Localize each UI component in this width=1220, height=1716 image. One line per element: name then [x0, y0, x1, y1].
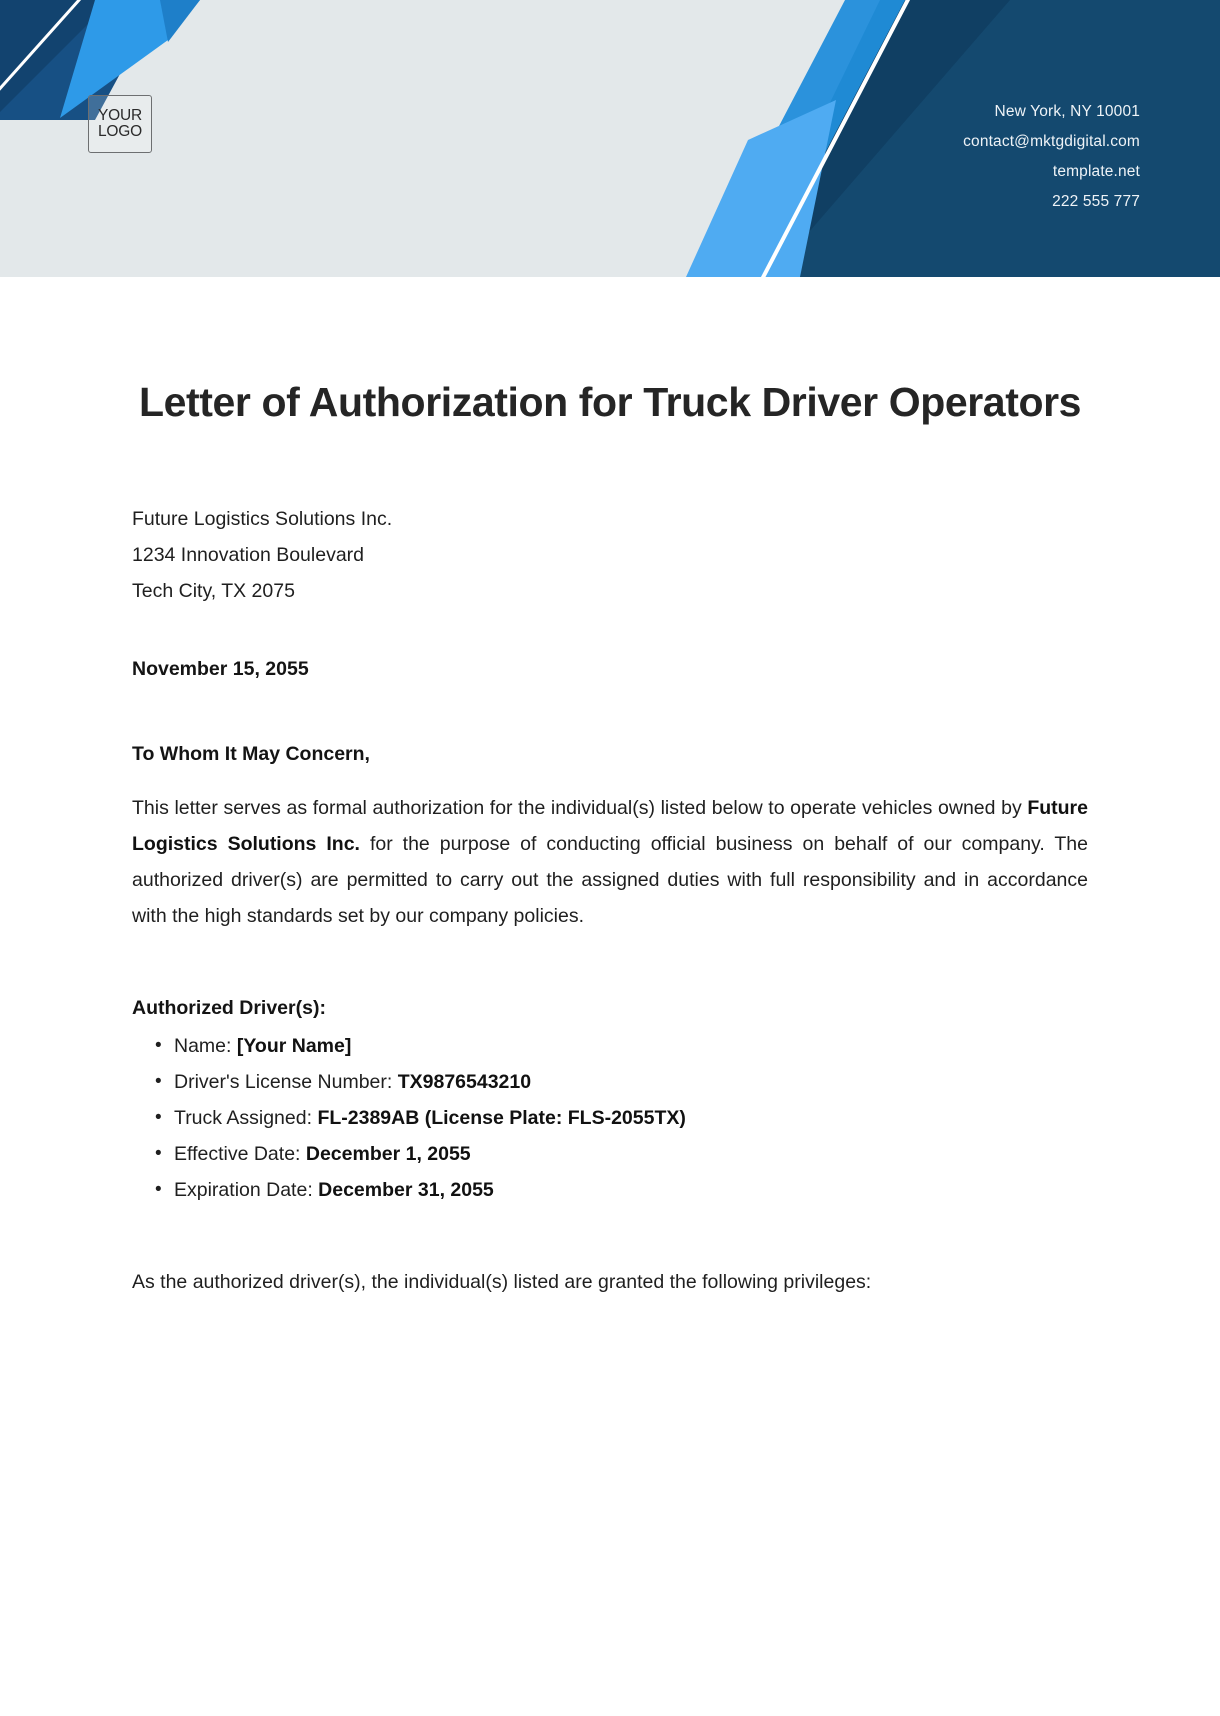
contact-phone: 222 555 777	[1052, 193, 1140, 210]
authorized-drivers-heading: Authorized Driver(s):	[132, 997, 326, 1019]
letter-date: November 15, 2055	[132, 658, 309, 680]
list-item	[174, 1064, 1088, 1100]
sender-city-state-zip: Tech City, TX 2075	[132, 580, 295, 602]
sender-company: Future Logistics Solutions Inc.	[132, 508, 393, 530]
list-item	[174, 1100, 1088, 1136]
contact-info-block	[963, 97, 1140, 217]
privileges-lead-in: As the authorized driver(s), the individual(s) listed are granted the following privileges:	[132, 1271, 872, 1293]
authorized-drivers-list	[132, 1028, 1088, 1208]
contact-address: New York, NY 10001	[994, 103, 1140, 120]
effective-date-label: Effective Date:	[174, 1143, 306, 1165]
intro-part-1: This letter serves as formal authorization for the individual(s) listed below to operate vehicles owned by	[132, 797, 1028, 819]
letter-content	[0, 501, 1220, 1300]
effective-date-value: December 1, 2055	[305, 1143, 471, 1165]
document-body	[0, 277, 1220, 1320]
page-title: Letter of Authorization for Truck Driver Operators	[138, 379, 1082, 425]
contact-email[interactable]: contact@mktgdigital.com	[963, 133, 1140, 150]
list-item	[174, 1172, 1088, 1208]
list-item	[174, 1136, 1088, 1172]
expiration-date-label: Expiration Date:	[174, 1179, 319, 1201]
driver-name-value: [Your Name]	[236, 1035, 352, 1057]
driver-license-value: TX9876543210	[397, 1071, 532, 1093]
truck-assigned-label: Truck Assigned:	[174, 1107, 318, 1129]
logo-line-1: YOUR	[98, 106, 142, 124]
sender-street: 1234 Innovation Boulevard	[132, 544, 365, 566]
truck-assigned-value: FL-2389AB (License Plate: FLS-2055TX)	[317, 1107, 686, 1129]
letterhead-banner	[0, 0, 1220, 277]
sender-address-block	[132, 501, 1088, 609]
logo-line-2: LOGO	[98, 123, 142, 140]
driver-name-label: Name:	[174, 1035, 237, 1057]
logo-placeholder	[88, 95, 152, 153]
expiration-date-value: December 31, 2055	[318, 1179, 494, 1201]
contact-website[interactable]: template.net	[1052, 163, 1140, 180]
intro-paragraph	[132, 790, 1088, 934]
list-item	[174, 1028, 1088, 1064]
intro-company-name: Future Logistics Solutions Inc.	[132, 797, 1088, 855]
salutation: To Whom It May Concern,	[132, 743, 370, 765]
driver-license-label: Driver's License Number:	[174, 1071, 398, 1093]
intro-part-2: for the purpose of conducting official business on behalf of our company. The authorized driver(s) are permitted to carry out the assigned duties with full responsibility and in accordance with the high standards set by our company policies.	[132, 833, 1088, 927]
